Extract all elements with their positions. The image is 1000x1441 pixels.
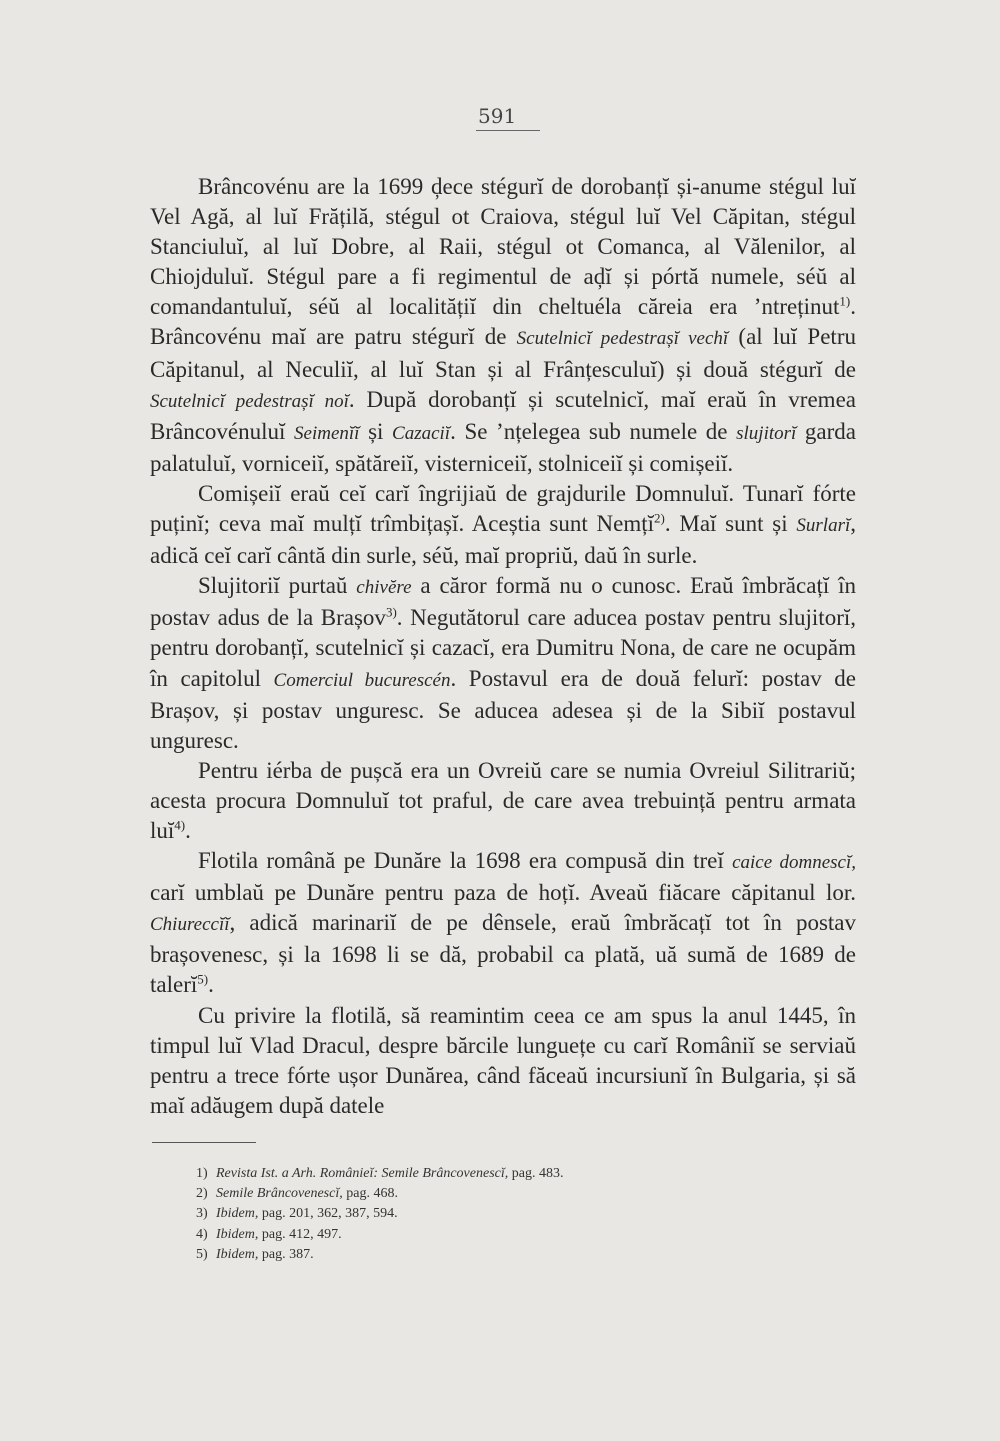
text-run: . După dorobanțĭ și scutelnicĭ, maĭ eraŭ în vremea Brâncovénuluĭ (150, 386, 856, 444)
footnote-pages: pag. 483. (508, 1166, 564, 1181)
text-run: , adică ceĭ carĭ cântă din surle, séŭ, maĭ propriŭ, daŭ în surle. (150, 511, 857, 569)
footnote-number: 2) (196, 1186, 208, 1202)
text-run: . (208, 972, 214, 998)
text-run: . Negutătorul care aducea postav pentru slujitorĭ, pentru dorobanțĭ, scutelnicĭ și cazacĭ, era Dumitru Nona, de care ne ocupăm în capitolul (150, 605, 856, 691)
text-run: (al luĭ Petru Căpitanul, al Neculiĭ, al luĭ Stan și al Frânțesculuĭ) și două stégurĭ de (150, 324, 856, 382)
paragraph (150, 479, 856, 571)
italic-term: Comerciul bucurescén (273, 669, 451, 691)
footnote-ref: 2) (654, 510, 665, 526)
footnote (196, 1184, 563, 1204)
footnote-source: Ibidem, (216, 1246, 259, 1262)
footnote-number: 4) (196, 1226, 208, 1242)
paragraph (150, 571, 856, 756)
italic-term: Scutelnicĭ pedestrașĭ noĭ (150, 390, 349, 412)
footnote (196, 1245, 563, 1265)
footnote-pages: pag. 412, 497. (258, 1226, 342, 1242)
footnote-separator (152, 1142, 256, 1143)
footnote-pages: pag. 468. (342, 1186, 398, 1202)
footnote-source: Revista Ist. a Arh. Românieĭ: Semile Brâncovenescĭ, (216, 1166, 509, 1181)
footnote-ref: 5) (197, 971, 209, 987)
footnote-ref: 3) (385, 604, 397, 620)
footnote (196, 1204, 563, 1224)
text-run: Slujitoriĭ purtaŭ (198, 573, 357, 599)
italic-term: Chiureccĭĭ (150, 914, 230, 936)
italic-term: Cazaciĭ (392, 422, 451, 444)
text-run: Brâncovénu are la 1699 ḑece stégurĭ de dorobanțĭ și-anume stégul luĭ Vel Agă, al luĭ Frățilă, stégul ot Craiova, stégul luĭ Vel Căpitan, stégul Stanciuluĭ, al luĭ Dobre, al Raii, stégul ot Comanca, al Vălenilor, al Chiojduluĭ. Stégul pare a fi regimentul de aḑĭ și pórtă numele, séŭ al comandantuluĭ, séŭ al localitățiĭ din cheltuéla căreia era ’ntreținut (150, 174, 856, 320)
text-run: carĭ umblaŭ pe Dunăre pentru paza de hoțĭ. Aveaŭ fiăcare căpitanul lor. (150, 880, 856, 906)
text-run: . Postavul era de două felurĭ: postav de Brașov, și postav unguresc. Se aducea adesea și de la Sibiĭ postavul unguresc. (150, 665, 856, 753)
footnote-pages: pag. 387. (258, 1246, 314, 1262)
paragraph (150, 846, 856, 1000)
footnote (196, 1164, 563, 1184)
footnote-number: 3) (196, 1206, 208, 1222)
italic-term: caice domnescĭ, (732, 852, 856, 874)
footnote-number: 1) (196, 1166, 208, 1181)
text-run: a căror formă nu o cunosc. Eraŭ îmbrăcațĭ în postav adus de la Brașov (150, 573, 856, 631)
footnote-ref: 4) (174, 817, 186, 833)
text-run: . (185, 817, 191, 843)
paragraph (150, 756, 856, 846)
text-run: Comișeiĭ eraŭ ceĭ carĭ îngrijiaŭ de grajdurile Domnuluĭ. Tunarĭ fórte puținĭ; ceva maĭ mulțĭ trîmbițașĭ. Aceștia sunt Nemțĭ (150, 480, 856, 537)
main-text (150, 172, 856, 1121)
footnote-source: Ibidem, (216, 1226, 259, 1242)
footnotes (196, 1164, 563, 1265)
paragraph (150, 172, 856, 479)
text-run: Cu privire la flotilă, să reamintim ceea ce am spus la anul 1445, în timpul luĭ Vlad Dracul, despre bărcile lunguețe cu carĭ Româniĭ se serviaŭ pentru a trece fórte ușor Dunărea, când făceaŭ incursiunĭ în Bulgaria, și să maĭ adăugem după datele (150, 1002, 856, 1118)
footnote (196, 1225, 563, 1245)
footnote-source: Semile Brâncovenescĭ, (216, 1186, 343, 1202)
text-run: . Se ’nțelegea sub numele de (450, 418, 737, 444)
footnote-ref: 1) (839, 293, 851, 309)
italic-term: Seimenĭĭ (294, 422, 360, 444)
italic-term: chivĕre (356, 577, 412, 599)
text-run: și (359, 418, 393, 444)
text-run: garda palatuluĭ, vorniceiĭ, spătăreiĭ, visterniceiĭ, stolniceiĭ și comișeiĭ. (150, 418, 856, 476)
italic-term: Scutelnicĭ pedestrașĭ vechĭ (516, 328, 729, 350)
paragraph (150, 1001, 856, 1121)
text-run: , adică marinariĭ de pe dênsele, eraŭ îmbrăcațĭ tot în postav brașovenesc, și la 1698 li se dă, probabil ca plată, uă sumă de 1689 de talerĭ (150, 910, 856, 998)
page-number: 591 (478, 104, 517, 128)
italic-term: Surlarĭ (796, 515, 851, 537)
italic-term: slujitorĭ (736, 422, 797, 444)
footnote-number: 5) (196, 1246, 208, 1262)
text-run: Flotila română pe Dunăre la 1698 era compusă din treĭ (198, 848, 733, 874)
text-run: Pentru iérba de pușcă era un Ovreiŭ care se numia Ovreiul Silitrariŭ; acesta procura Domnuluĭ tot praful, de care avea trebuință pentru armata luĭ (150, 757, 856, 843)
footnote-pages: pag. 201, 362, 387, 594. (258, 1206, 398, 1222)
page-number-rule (476, 130, 540, 131)
text-run: . Maĭ sunt și (664, 511, 797, 537)
footnote-source: Ibidem, (216, 1206, 259, 1222)
text-run: . Brâncovénu maĭ are patru stégurĭ de (150, 294, 856, 350)
